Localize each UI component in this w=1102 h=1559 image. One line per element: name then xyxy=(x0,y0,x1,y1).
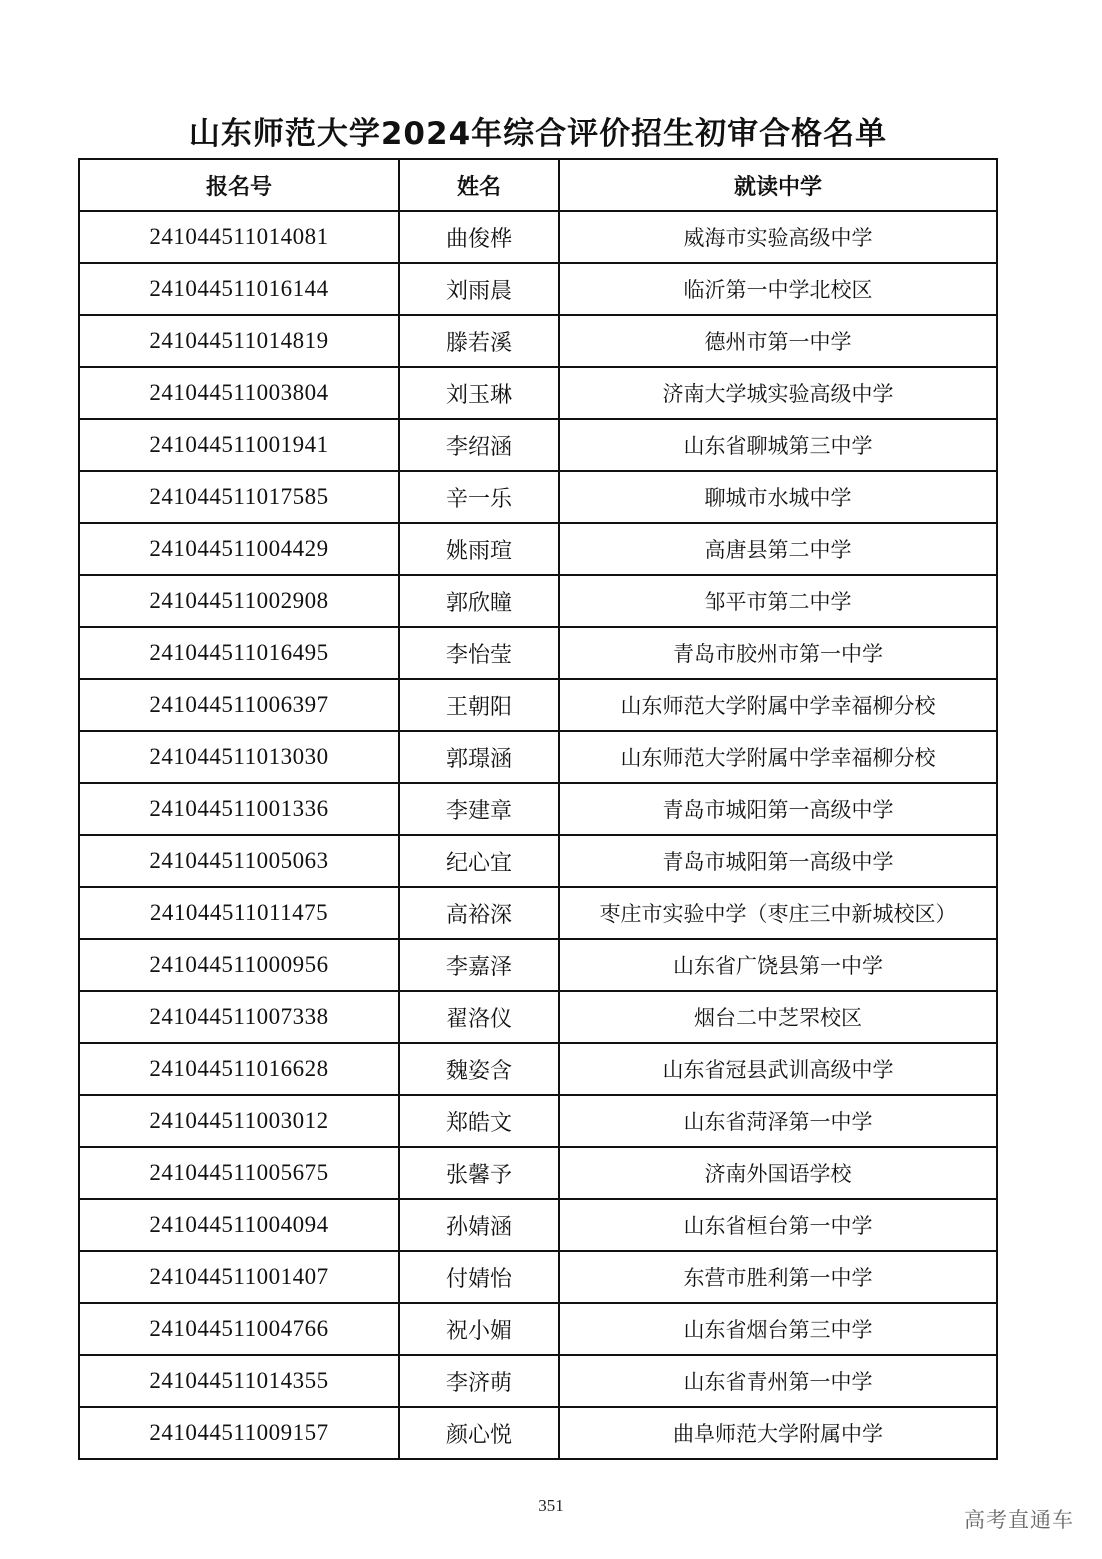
header-school: 就读中学 xyxy=(559,159,997,211)
cell-registration-number: 241044511005675 xyxy=(79,1147,399,1199)
cell-registration-number: 241044511016495 xyxy=(79,627,399,679)
header-name: 姓名 xyxy=(399,159,559,211)
admission-list-table xyxy=(78,158,998,1460)
cell-registration-number: 241044511003804 xyxy=(79,367,399,419)
cell-student-name: 郭欣瞳 xyxy=(399,575,559,627)
table-row xyxy=(79,419,997,471)
cell-school: 山东省聊城第三中学 xyxy=(559,419,997,471)
page-number: 351 xyxy=(538,1496,564,1515)
table-row xyxy=(79,939,997,991)
cell-registration-number: 241044511004766 xyxy=(79,1303,399,1355)
cell-school: 山东师范大学附属中学幸福柳分校 xyxy=(559,679,997,731)
cell-registration-number: 241044511016628 xyxy=(79,1043,399,1095)
cell-registration-number: 241044511000956 xyxy=(79,939,399,991)
table-row xyxy=(79,1147,997,1199)
table-body xyxy=(79,211,997,1459)
cell-registration-number: 241044511004094 xyxy=(79,1199,399,1251)
cell-student-name: 颜心悦 xyxy=(399,1407,559,1459)
cell-student-name: 付婧怡 xyxy=(399,1251,559,1303)
cell-school: 德州市第一中学 xyxy=(559,315,997,367)
table-row xyxy=(79,1407,997,1459)
cell-student-name: 孙婧涵 xyxy=(399,1199,559,1251)
cell-registration-number: 241044511014355 xyxy=(79,1355,399,1407)
header-registration-number: 报名号 xyxy=(79,159,399,211)
cell-student-name: 魏姿含 xyxy=(399,1043,559,1095)
cell-school: 青岛市胶州市第一中学 xyxy=(559,627,997,679)
table-row xyxy=(79,1355,997,1407)
table-row xyxy=(79,523,997,575)
table-row xyxy=(79,367,997,419)
cell-school: 临沂第一中学北校区 xyxy=(559,263,997,315)
cell-school: 山东省广饶县第一中学 xyxy=(559,939,997,991)
cell-school: 曲阜师范大学附属中学 xyxy=(559,1407,997,1459)
cell-school: 山东省冠县武训高级中学 xyxy=(559,1043,997,1095)
cell-student-name: 姚雨瑄 xyxy=(399,523,559,575)
cell-registration-number: 241044511004429 xyxy=(79,523,399,575)
table-row xyxy=(79,887,997,939)
cell-registration-number: 241044511014081 xyxy=(79,211,399,263)
cell-school: 聊城市水城中学 xyxy=(559,471,997,523)
cell-student-name: 李济萌 xyxy=(399,1355,559,1407)
cell-student-name: 李怡莹 xyxy=(399,627,559,679)
table-row xyxy=(79,731,997,783)
table-row xyxy=(79,575,997,627)
table-row xyxy=(79,1043,997,1095)
cell-school: 山东师范大学附属中学幸福柳分校 xyxy=(559,731,997,783)
cell-school: 山东省菏泽第一中学 xyxy=(559,1095,997,1147)
cell-school: 山东省青州第一中学 xyxy=(559,1355,997,1407)
table-row xyxy=(79,315,997,367)
cell-school: 威海市实验高级中学 xyxy=(559,211,997,263)
cell-school: 枣庄市实验中学（枣庄三中新城校区） xyxy=(559,887,997,939)
cell-registration-number: 241044511003012 xyxy=(79,1095,399,1147)
cell-registration-number: 241044511007338 xyxy=(79,991,399,1043)
table-row xyxy=(79,263,997,315)
cell-student-name: 辛一乐 xyxy=(399,471,559,523)
cell-registration-number: 241044511011475 xyxy=(79,887,399,939)
table-row xyxy=(79,1251,997,1303)
cell-school: 青岛市城阳第一高级中学 xyxy=(559,783,997,835)
cell-registration-number: 241044511017585 xyxy=(79,471,399,523)
cell-student-name: 翟洛仪 xyxy=(399,991,559,1043)
table-row xyxy=(79,835,997,887)
cell-student-name: 李建章 xyxy=(399,783,559,835)
cell-school: 邹平市第二中学 xyxy=(559,575,997,627)
cell-registration-number: 241044511009157 xyxy=(79,1407,399,1459)
cell-student-name: 李嘉泽 xyxy=(399,939,559,991)
cell-school: 山东省桓台第一中学 xyxy=(559,1199,997,1251)
table-row xyxy=(79,991,997,1043)
cell-school: 东营市胜利第一中学 xyxy=(559,1251,997,1303)
cell-school: 烟台二中芝罘校区 xyxy=(559,991,997,1043)
table-row xyxy=(79,1303,997,1355)
table-header xyxy=(79,159,997,211)
cell-student-name: 祝小媚 xyxy=(399,1303,559,1355)
watermark-text: 高考直通车 xyxy=(964,1508,1074,1532)
cell-school: 山东省烟台第三中学 xyxy=(559,1303,997,1355)
table-row xyxy=(79,1199,997,1251)
cell-student-name: 刘玉琳 xyxy=(399,367,559,419)
cell-school: 济南外国语学校 xyxy=(559,1147,997,1199)
cell-student-name: 滕若溪 xyxy=(399,315,559,367)
cell-student-name: 刘雨晨 xyxy=(399,263,559,315)
table-row xyxy=(79,627,997,679)
cell-registration-number: 241044511005063 xyxy=(79,835,399,887)
table-row xyxy=(79,679,997,731)
cell-student-name: 郭璟涵 xyxy=(399,731,559,783)
cell-registration-number: 241044511001407 xyxy=(79,1251,399,1303)
table-row xyxy=(79,211,997,263)
table-row xyxy=(79,471,997,523)
cell-registration-number: 241044511013030 xyxy=(79,731,399,783)
cell-school: 高唐县第二中学 xyxy=(559,523,997,575)
cell-student-name: 郑皓文 xyxy=(399,1095,559,1147)
cell-student-name: 李绍涵 xyxy=(399,419,559,471)
table-row xyxy=(79,783,997,835)
header-row xyxy=(79,159,997,211)
table-row xyxy=(79,1095,997,1147)
cell-student-name: 曲俊桦 xyxy=(399,211,559,263)
cell-school: 济南大学城实验高级中学 xyxy=(559,367,997,419)
cell-registration-number: 241044511002908 xyxy=(79,575,399,627)
cell-registration-number: 241044511006397 xyxy=(79,679,399,731)
cell-student-name: 高裕深 xyxy=(399,887,559,939)
cell-student-name: 王朝阳 xyxy=(399,679,559,731)
cell-registration-number: 241044511014819 xyxy=(79,315,399,367)
cell-registration-number: 241044511001336 xyxy=(79,783,399,835)
cell-school: 青岛市城阳第一高级中学 xyxy=(559,835,997,887)
cell-student-name: 纪心宜 xyxy=(399,835,559,887)
cell-student-name: 张馨予 xyxy=(399,1147,559,1199)
cell-registration-number: 241044511016144 xyxy=(79,263,399,315)
cell-registration-number: 241044511001941 xyxy=(79,419,399,471)
document-title: 山东师范大学2024年综合评价招生初审合格名单 xyxy=(188,116,888,152)
